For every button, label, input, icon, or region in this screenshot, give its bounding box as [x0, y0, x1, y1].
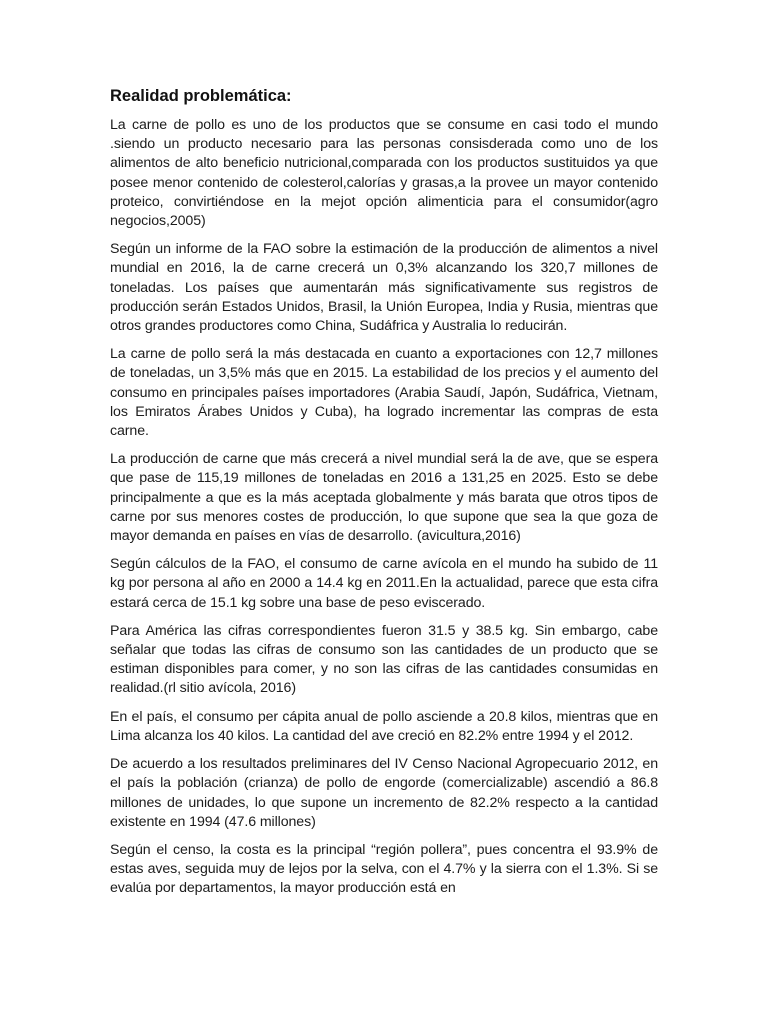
paragraph-5: Según cálculos de la FAO, el consumo de carne avícola en el mundo ha subido de 11 kg por persona al año en 2000 a 14.4 kg en 2011.En la actualidad, parece que esta cifra estará cerca de 15.1 kg sobre una base de peso eviscerado. [110, 556, 658, 611]
paragraph-1: La carne de pollo es uno de los productos que se consume en casi todo el mundo .siendo un producto necesario para las personas consisderada como uno de los alimentos de alto beneficio nutricional,comparada con los productos sustituidos ya que posee menor contenido de colesterol,calorías y grasas,a la provee un mayor contenido proteico, convirtiéndose en la mejot opción alimenticia para el consumidor(agro negocios,2005) [110, 117, 658, 230]
paragraph-4: La producción de carne que más crecerá a nivel mundial será la de ave, que se espera que pase de 115,19 millones de toneladas en 2016 a 131,25 en 2025. Esto se debe principalmente a que es la más aceptada globalmente y más barata que otros tipos de carne por sus menores costes de producción, lo que supone que sea la que goza de mayor demanda en países en vías de desarrollo. (avicultura,2016) [110, 451, 658, 545]
paragraph-6: Para América las cifras correspondientes fueron 31.5 y 38.5 kg. Sin embargo, cabe señalar que todas las cifras de consumo son las cantidades de un producto que se estiman disponibles para comer, y no son las cifras de las cantidades consumidas en realidad.(rl sitio avícola, 2016) [110, 622, 658, 697]
section-heading: Realidad problemática: [110, 87, 292, 105]
paragraph-7: En el país, el consumo per cápita anual de pollo asciende a 20.8 kilos, mientras que en Lima alcanza los 40 kilos. La cantidad del ave creció en 82.2% entre 1994 y el 2012. [110, 708, 658, 744]
paragraph-9: Según el censo, la costa es la principal “región pollera”, pues concentra el 93.9% de estas aves, seguida muy de lejos por la selva, con el 4.7% y la sierra con el 1.3%. Si se evalúa por departamentos, la mayor producción está en [110, 841, 658, 897]
paragraph-8: De acuerdo a los resultados preliminares del IV Censo Nacional Agropecuario 2012, en el país la población (crianza) de pollo de engorde (comercializable) ascendió a 86.8 millones de unidades, lo que supone un incremento de 82.2% respecto a la cantidad existente en 1994 (47.6 millones) [110, 756, 658, 830]
paragraph-2: Según un informe de la FAO sobre la estimación de la producción de alimentos a nivel mundial en 2016, la de carne crecerá un 0,3% alcanzando los 320,7 millones de toneladas. Los países que aumentarán más significativamente sus registros de producción serán Estados Unidos, Brasil, la Unión Europea, India y Rusia, mientras que otros grandes productores como China, Sudáfrica y Australia lo reducirán. [110, 241, 658, 335]
paragraph-3: La carne de pollo será la más destacada en cuanto a exportaciones con 12,7 millones de toneladas, un 3,5% más que en 2015. La estabilidad de los precios y el aumento del consumo en principales países importadores (Arabia Saudí, Japón, Sudáfrica, Vietnam, los Emiratos Árabes Unidos y Cuba), ha logrado incrementar las compras de esta carne. [110, 346, 658, 440]
document-page [110, 86, 658, 908]
